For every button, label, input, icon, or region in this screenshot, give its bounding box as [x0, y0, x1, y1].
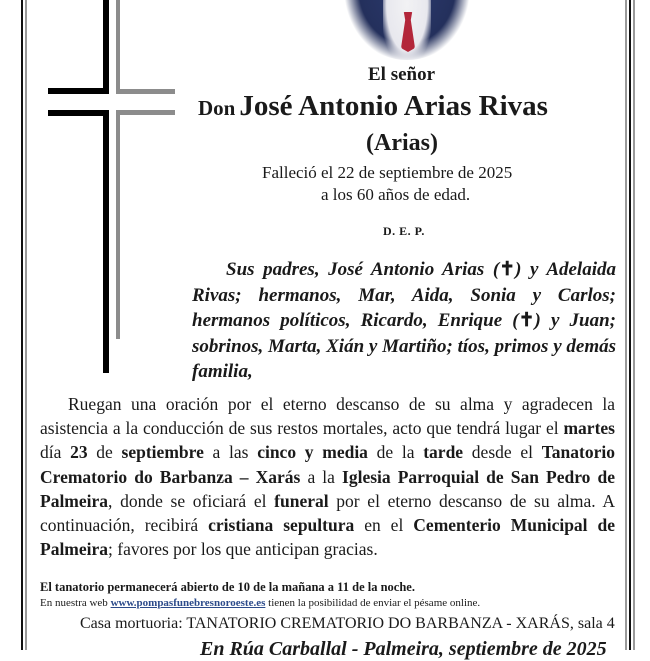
cross-gray-vertical-top	[116, 0, 120, 94]
border-right-black	[629, 0, 631, 650]
honorific: Don	[198, 96, 236, 120]
cross-black-vertical-top	[103, 0, 109, 94]
nickname: (Arias)	[366, 130, 438, 156]
full-name: José Antonio Arias Rivas	[239, 90, 548, 122]
family-text-1: Sus padres, José Antonio Arias	[226, 259, 493, 280]
border-left-black	[21, 0, 23, 650]
notice-text: desde el	[463, 442, 542, 463]
cross-gray-arm-bottom	[116, 110, 175, 115]
family-text-3: y Juan; sobrinos, Marta, Xián y Martiño; tíos, primos y demás familia,	[192, 310, 616, 382]
web-prefix: En nuestra web	[40, 597, 111, 609]
paren-close: )	[534, 310, 541, 331]
service-period: tarde	[423, 442, 464, 463]
paren-close: )	[515, 259, 522, 280]
mortuary-label: Casa mortuoria:	[80, 615, 187, 632]
notice-text: a las	[203, 442, 258, 463]
age: a los 60 años de edad.	[321, 185, 471, 204]
cross-black-vertical-bottom	[103, 110, 109, 373]
opening-hours: El tanatorio permanecerá abierto de 10 de la mañana a 11 de la noche.	[40, 580, 415, 594]
notice-text: de la	[367, 442, 424, 463]
notice-text: de	[87, 442, 122, 463]
dep: D. E. P.	[383, 224, 425, 238]
service-day: martes	[563, 418, 615, 439]
deceased-cross-icon: ✝	[499, 259, 516, 280]
cross-gray-vertical-bottom	[116, 110, 120, 339]
service-notice	[40, 392, 615, 561]
family-list	[192, 257, 616, 385]
notice-text: Ruegan una oración por el eterno descanso de su alma y agradecen la asistencia a la conducción de sus restos mortales, acto que tendrá lugar el	[40, 394, 615, 439]
origin-place: Tanatorio Crematorio do Barbanza – Xarás	[40, 442, 615, 487]
deceased-name	[198, 90, 548, 123]
notice-text: día	[40, 442, 71, 463]
web-suffix: tienen la posibilidad de enviar el pésame online.	[265, 597, 481, 609]
cross-black-arm-top	[48, 88, 109, 94]
notice-text: , donde se oficiará el	[108, 490, 275, 511]
notice-text: en el	[354, 515, 414, 536]
notice-text: a la	[300, 466, 343, 487]
deceased-cross-icon: ✝	[518, 310, 535, 331]
mortuary-room: , sala 4	[569, 615, 615, 632]
web-note	[40, 597, 480, 609]
service-month: septiembre	[121, 442, 204, 463]
mortuary-name: TANATORIO CREMATORIO DO BARBANZA - XARÁS	[186, 615, 570, 632]
burial-word: cristiana sepultura	[208, 515, 355, 536]
mortuary-info	[80, 615, 615, 633]
service-date: 23	[70, 442, 88, 463]
cross-black-arm-bottom	[48, 110, 109, 116]
title-el-senor: El señor	[368, 64, 436, 85]
church-name: Iglesia Parroquial de San Pedro de Palmeira	[40, 466, 615, 511]
signature-line: En Rúa Carballal - Palmeira, septiembre de 2025	[200, 638, 607, 660]
cross-gray-arm-top	[116, 89, 175, 94]
website-link[interactable]: www.pompasfunebresnoroeste.es	[110, 597, 266, 609]
notice-text: por el eterno descanso de su alma. A continuación, recibirá	[40, 490, 615, 536]
family-text-2: y Adelaida Rivas; hermanos, Mar, Aida, Sonia y Carlos; hermanos políticos, Ricardo, Enrique	[192, 259, 616, 331]
paren-open: (	[512, 310, 519, 331]
border-left-gray	[25, 0, 27, 650]
death-date: Falleció el 22 de septiembre de 2025	[262, 163, 513, 182]
paren-open: (	[492, 259, 500, 280]
border-right-gray-inner	[625, 0, 627, 650]
funeral-word: funeral	[274, 490, 329, 511]
notice-text: ; favores por los que anticipan gracias.	[108, 539, 378, 560]
cemetery-name: Cementerio Municipal de Palmeira	[40, 515, 616, 560]
border-right-gray-outer	[633, 0, 635, 650]
service-time: cinco y media	[257, 442, 368, 463]
portrait-photo	[345, 0, 469, 60]
